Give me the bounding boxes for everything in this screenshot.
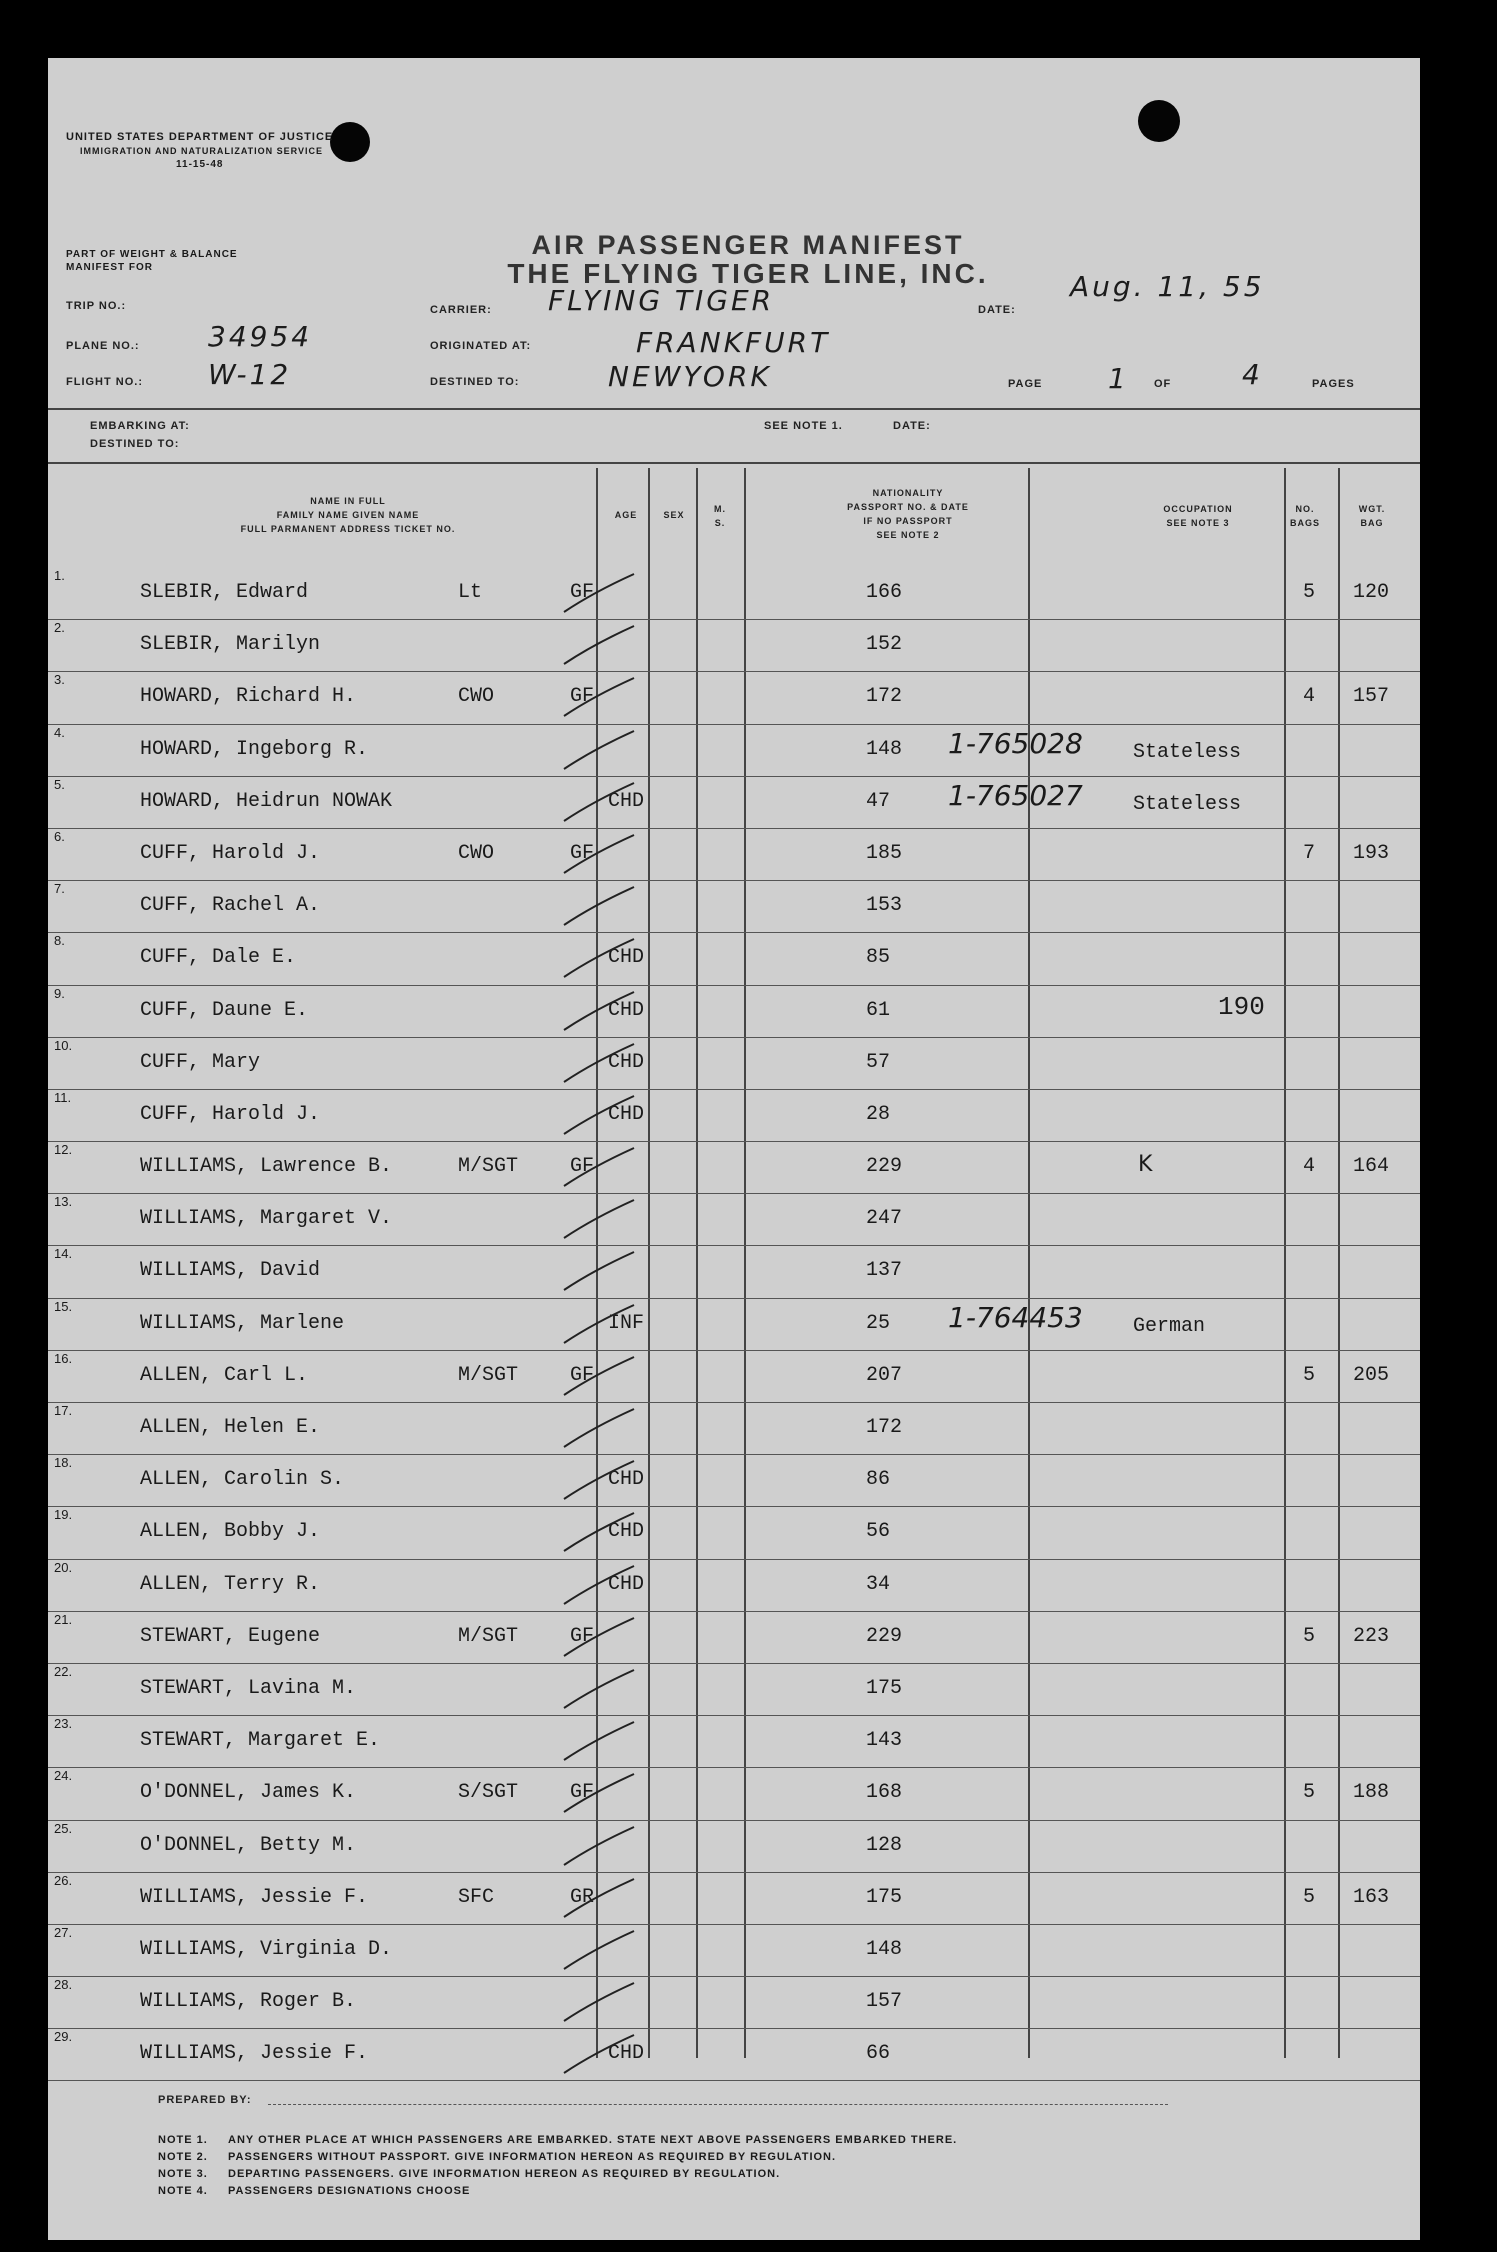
row-number: 13.: [54, 1194, 73, 1210]
ticket-no: GR: [570, 1885, 595, 1909]
row-number: 12.: [54, 1142, 73, 1158]
check-mark-icon: [554, 1194, 644, 1246]
date2-label: DATE:: [893, 420, 931, 432]
check-mark-icon: [554, 1664, 644, 1716]
passenger-rank: CWO: [458, 841, 495, 865]
bag-count: 5: [1303, 1363, 1316, 1387]
bag-count: 7: [1303, 841, 1316, 865]
bag-weight: 188: [1353, 1781, 1390, 1805]
age-code: CHD: [608, 1468, 645, 1492]
age-code: INF: [608, 1311, 645, 1335]
of-value: 4: [1242, 358, 1263, 391]
pages-label: PAGES: [1312, 378, 1355, 390]
ticket-no: GF: [570, 1363, 595, 1387]
check-mark-icon: [554, 1925, 644, 1977]
row-number: 18.: [54, 1455, 73, 1471]
check-mark-icon: [554, 1142, 644, 1194]
row-number: 5.: [54, 776, 65, 792]
passenger-name: HOWARD, Richard H.: [140, 685, 357, 709]
header-rule: [48, 408, 1420, 410]
dest-value: NEWYORK: [608, 360, 772, 393]
passenger-name: STEWART, Lavina M.: [140, 1676, 357, 1700]
bag-weight: 223: [1353, 1624, 1390, 1648]
row-number: 1.: [54, 568, 65, 583]
check-mark-icon: [554, 933, 644, 985]
occupation-mark: K: [1138, 1152, 1153, 1178]
passenger-weight: 86: [866, 1468, 891, 1492]
passenger-weight: 175: [866, 1676, 903, 1700]
table-row: [48, 933, 1420, 985]
table-row: [48, 568, 1420, 620]
check-mark-icon: [554, 672, 644, 724]
passenger-name: WILLIAMS, Roger B.: [140, 1990, 357, 2014]
table-row: [48, 1873, 1420, 1925]
title-line-2: THE FLYING TIGER LINE, INC.: [507, 258, 989, 289]
passenger-weight: 25: [866, 1311, 891, 1335]
passenger-weight: 66: [866, 2042, 891, 2066]
passenger-name: CUFF, Rachel A.: [140, 894, 321, 918]
note-label: NOTE 1.: [158, 2134, 208, 2146]
passenger-name: CUFF, Dale E.: [140, 946, 297, 970]
passenger-rank: CWO: [458, 685, 495, 709]
check-mark-icon: [554, 1612, 644, 1664]
embarking-label: EMBARKING AT:: [90, 420, 190, 432]
table-row: [48, 1351, 1420, 1403]
origin-label: ORIGINATED AT:: [430, 340, 532, 352]
row-number: 21.: [54, 1611, 73, 1627]
row-number: 29.: [54, 2029, 73, 2045]
passenger-name: WILLIAMS, Jessie F.: [140, 2042, 369, 2066]
check-mark-icon: [554, 1977, 644, 2029]
carrier-value: FLYING TIGER: [548, 284, 775, 317]
passenger-weight: 157: [866, 1990, 903, 2014]
table-row: [48, 777, 1420, 829]
ticket-no: GF: [570, 1155, 595, 1179]
age-code: CHD: [608, 1102, 645, 1126]
row-number: 20.: [54, 1559, 73, 1575]
passenger-name: WILLIAMS, Virginia D.: [140, 1937, 393, 1961]
row-number: 8.: [54, 933, 65, 949]
col-head-sex: SEX: [663, 510, 685, 520]
page-label: PAGE: [1008, 378, 1043, 390]
passenger-weight: 175: [866, 1885, 903, 1909]
passenger-name: ALLEN, Carolin S.: [140, 1468, 345, 1492]
passenger-name: STEWART, Eugene: [140, 1624, 321, 1648]
check-mark-icon: [554, 620, 644, 672]
passenger-weight: 247: [866, 1207, 903, 1231]
passenger-weight: 47: [866, 789, 891, 813]
check-mark-icon: [554, 2029, 644, 2081]
bag-count: 4: [1303, 1155, 1316, 1179]
table-row: [48, 1299, 1420, 1351]
row-number: 14.: [54, 1246, 73, 1262]
part-of-block: [66, 248, 238, 274]
check-mark-icon: [554, 725, 644, 777]
check-mark-icon: [554, 777, 644, 829]
passenger-weight: 207: [866, 1363, 903, 1387]
bag-weight: 120: [1353, 581, 1390, 604]
passenger-rank: S/SGT: [458, 1781, 519, 1805]
table-row: [48, 725, 1420, 777]
table-row: [48, 1246, 1420, 1298]
bag-weight: 163: [1353, 1885, 1390, 1909]
table-row: [48, 1925, 1420, 1977]
plane-label: PLANE NO.:: [66, 340, 140, 352]
flight-label: FLIGHT NO.:: [66, 376, 143, 388]
row-number: 25.: [54, 1820, 73, 1836]
age-code: CHD: [608, 2042, 645, 2066]
passenger-weight: 56: [866, 1520, 891, 1544]
check-mark-icon: [554, 1403, 644, 1455]
nationality: Stateless: [1133, 792, 1242, 816]
row-number: 15.: [54, 1298, 73, 1314]
passport-no: 1-765028: [948, 726, 1083, 760]
ticket-no: GF: [570, 841, 595, 865]
dest-label: DESTINED TO:: [430, 376, 520, 388]
annotation: 190: [1218, 991, 1265, 1022]
check-mark-icon: [554, 1246, 644, 1298]
age-code: CHD: [608, 1050, 645, 1074]
col-head-age: AGE: [614, 510, 638, 520]
passenger-weight: 85: [866, 946, 891, 970]
row-number: 4.: [54, 724, 65, 740]
row-number: 6.: [54, 828, 65, 844]
check-mark-icon: [554, 568, 644, 620]
passenger-name: O'DONNEL, James K.: [140, 1781, 357, 1805]
col-head-name: NAME IN FULL FAMILY NAME GIVEN NAME FULL PARMANENT ADDRESS TICKET NO.: [240, 496, 456, 534]
passenger-weight: 34: [866, 1572, 891, 1596]
passenger-name: CUFF, Harold J.: [140, 841, 321, 865]
table-row: [48, 1038, 1420, 1090]
ticket-no: GF: [570, 1781, 595, 1805]
table-row: [48, 620, 1420, 672]
check-mark-icon: [554, 1299, 644, 1351]
prepared-by-label: PREPARED BY:: [158, 2094, 252, 2106]
table-row: [48, 1560, 1420, 1612]
passenger-weight: 57: [866, 1050, 891, 1074]
check-mark-icon: [554, 1560, 644, 1612]
row-number: 23.: [54, 1716, 73, 1732]
row-number: 28.: [54, 1977, 73, 1993]
passenger-name: STEWART, Margaret E.: [140, 1729, 381, 1753]
nationality: Stateless: [1133, 740, 1242, 764]
passenger-weight: 229: [866, 1155, 903, 1179]
trip-label: TRIP NO.:: [66, 300, 127, 312]
table-row: [48, 1403, 1420, 1455]
date-value: Aug. 11, 55: [1070, 270, 1265, 303]
punch-hole-left: [330, 122, 370, 162]
passenger-weight: 28: [866, 1102, 891, 1126]
note-text: DEPARTING PASSENGERS. GIVE INFORMATION HEREON AS REQUIRED BY REGULATION.: [228, 2168, 781, 2180]
row-number: 26.: [54, 1872, 73, 1888]
age-code: CHD: [608, 998, 645, 1022]
passport-no: 1-765027: [948, 778, 1083, 812]
table-row: [48, 1716, 1420, 1768]
table-row: [48, 1977, 1420, 2029]
passenger-name: HOWARD, Ingeborg R.: [140, 737, 369, 761]
ticket-no: GF: [570, 581, 595, 604]
table-row: [48, 881, 1420, 933]
passenger-name: SLEBIR, Marilyn: [140, 633, 321, 657]
agency-block: [66, 130, 333, 172]
row-number: 11.: [54, 1089, 72, 1105]
title-line-1: AIR PASSENGER MANIFEST: [531, 230, 965, 260]
passenger-name: ALLEN, Helen E.: [140, 1416, 321, 1439]
row-number: 7.: [54, 881, 65, 897]
note-text: ANY OTHER PLACE AT WHICH PASSENGERS ARE EMBARKED. STATE NEXT ABOVE PASSENGERS EMBARKED THERE.: [228, 2134, 958, 2146]
passenger-name: ALLEN, Carl L.: [140, 1363, 309, 1387]
passenger-rank: M/SGT: [458, 1624, 519, 1648]
passenger-weight: 137: [866, 1259, 903, 1283]
carrier-label: CARRIER:: [430, 304, 492, 316]
row-number: 10.: [54, 1037, 73, 1053]
passenger-name: CUFF, Daune E.: [140, 998, 309, 1022]
note-item: [158, 2183, 957, 2200]
agency-line-2: IMMIGRATION AND NATURALIZATION SERVICE: [80, 146, 323, 156]
passenger-weight: 172: [866, 685, 903, 709]
passenger-weight: 148: [866, 737, 903, 761]
passenger-name: WILLIAMS, David: [140, 1259, 321, 1283]
col-head-bags: NO. BAGS: [1289, 504, 1320, 528]
passport-no: 1-764453: [948, 1300, 1083, 1334]
col-head-nationality: NATIONALITY PASSPORT NO. & DATE IF NO PASSPORT SEE NOTE 2: [847, 488, 969, 540]
check-mark-icon: [554, 1090, 644, 1142]
part-of-line-2: MANIFEST FOR: [66, 262, 153, 273]
note-text: PASSENGERS DESIGNATIONS CHOOSE: [228, 2185, 471, 2197]
column-rule-top: [48, 462, 1420, 464]
note-item: [158, 2166, 957, 2183]
age-code: CHD: [608, 1572, 645, 1596]
note-item: [158, 2149, 957, 2166]
passenger-name: SLEBIR, Edward: [140, 581, 309, 604]
passenger-name: ALLEN, Bobby J.: [140, 1520, 321, 1544]
passenger-weight: 166: [866, 581, 903, 604]
part-of-line-1: PART OF WEIGHT & BALANCE: [66, 249, 238, 260]
passenger-weight: 61: [866, 998, 891, 1022]
check-mark-icon: [554, 986, 644, 1038]
table-row: [48, 1821, 1420, 1873]
row-number: 19.: [54, 1507, 73, 1523]
check-mark-icon: [554, 1351, 644, 1403]
note-label: NOTE 3.: [158, 2168, 208, 2180]
age-code: CHD: [608, 1520, 645, 1544]
passenger-weight: 185: [866, 841, 903, 865]
prepared-by-line: [268, 2104, 1168, 2105]
plane-value: 34954: [208, 320, 313, 353]
passenger-weight: 128: [866, 1833, 903, 1857]
see-note-label: SEE NOTE 1.: [764, 420, 843, 432]
table-row: [48, 672, 1420, 724]
table-row: [48, 1768, 1420, 1820]
row-number: 2.: [54, 620, 65, 636]
note-label: NOTE 2.: [158, 2151, 208, 2163]
ticket-no: GF: [570, 685, 595, 709]
origin-value: FRANKFURT: [636, 326, 831, 359]
passenger-weight: 143: [866, 1729, 903, 1753]
table-row: [48, 1612, 1420, 1664]
bag-count: 5: [1303, 1624, 1316, 1648]
col-head-wgt: WGT. BAG: [1358, 504, 1386, 528]
manifest-sheet: [48, 58, 1420, 2240]
table-row: [48, 1455, 1420, 1507]
note-label: NOTE 4.: [158, 2185, 208, 2197]
punch-hole-right: [1138, 100, 1180, 142]
passenger-rank: M/SGT: [458, 1363, 519, 1387]
check-mark-icon: [554, 1821, 644, 1873]
check-mark-icon: [554, 1038, 644, 1090]
age-code: CHD: [608, 946, 645, 970]
passenger-weight: 152: [866, 633, 903, 657]
check-mark-icon: [554, 829, 644, 881]
check-mark-icon: [554, 1768, 644, 1820]
row-number: 3.: [54, 672, 65, 688]
bag-weight: 193: [1353, 841, 1390, 865]
bag-weight: 205: [1353, 1363, 1390, 1387]
bag-weight: 157: [1353, 685, 1390, 709]
notes-block: [158, 2132, 957, 2200]
passenger-name: WILLIAMS, Marlene: [140, 1311, 345, 1335]
date-label: DATE:: [978, 304, 1016, 316]
bag-count: 5: [1303, 1781, 1316, 1805]
table-row: [48, 1664, 1420, 1716]
passenger-name: WILLIAMS, Margaret V.: [140, 1207, 393, 1231]
passenger-rank: Lt: [458, 581, 483, 604]
passenger-name: WILLIAMS, Jessie F.: [140, 1885, 369, 1909]
flight-value: W-12: [208, 358, 292, 391]
passenger-weight: 148: [866, 1937, 903, 1961]
passenger-name: HOWARD, Heidrun NOWAK: [140, 789, 393, 813]
bag-count: 4: [1303, 685, 1316, 709]
row-number: 24.: [54, 1768, 73, 1784]
row-number: 22.: [54, 1663, 73, 1679]
table-row: [48, 829, 1420, 881]
agency-form-date: 11-15-48: [176, 159, 224, 170]
passenger-weight: 172: [866, 1416, 903, 1439]
table-row: [48, 1142, 1420, 1194]
passenger-weight: 168: [866, 1781, 903, 1805]
passenger-rank: SFC: [458, 1885, 495, 1909]
col-head-ms: M. S.: [714, 504, 726, 528]
passenger-name: WILLIAMS, Lawrence B.: [140, 1155, 393, 1179]
table-row: [48, 1090, 1420, 1142]
table-row: [48, 1194, 1420, 1246]
passenger-rows: [48, 568, 1420, 2081]
destined-label: DESTINED TO:: [90, 438, 180, 450]
note-text: PASSENGERS WITHOUT PASSPORT. GIVE INFORMATION HEREON AS REQUIRED BY REGULATION.: [228, 2151, 837, 2163]
note-item: [158, 2132, 957, 2149]
row-number: 9.: [54, 985, 65, 1001]
passenger-weight: 153: [866, 894, 903, 918]
passenger-name: CUFF, Mary: [140, 1050, 261, 1074]
check-mark-icon: [554, 1455, 644, 1507]
ticket-no: GF: [570, 1624, 595, 1648]
table-row: [48, 2029, 1420, 2081]
passenger-name: ALLEN, Terry R.: [140, 1572, 321, 1596]
table-row: [48, 986, 1420, 1038]
check-mark-icon: [554, 1873, 644, 1925]
row-number: 17.: [54, 1403, 73, 1418]
page-value: 1: [1108, 362, 1129, 395]
check-mark-icon: [554, 1716, 644, 1768]
passenger-name: O'DONNEL, Betty M.: [140, 1833, 357, 1857]
age-code: CHD: [608, 789, 645, 813]
check-mark-icon: [554, 1507, 644, 1559]
agency-line-1: UNITED STATES DEPARTMENT OF JUSTICE: [66, 131, 334, 143]
bag-count: 5: [1303, 581, 1316, 604]
passenger-name: CUFF, Harold J.: [140, 1102, 321, 1126]
passenger-weight: 229: [866, 1624, 903, 1648]
check-mark-icon: [554, 881, 644, 933]
passenger-rank: M/SGT: [458, 1155, 519, 1179]
bag-weight: 164: [1353, 1155, 1390, 1179]
bag-count: 5: [1303, 1885, 1316, 1909]
of-label: OF: [1154, 378, 1172, 390]
col-head-occupation: OCCUPATION SEE NOTE 3: [1163, 504, 1233, 528]
table-row: [48, 1507, 1420, 1559]
nationality: German: [1133, 1314, 1206, 1338]
row-number: 16.: [54, 1350, 73, 1366]
row-number: 27.: [54, 1924, 73, 1940]
